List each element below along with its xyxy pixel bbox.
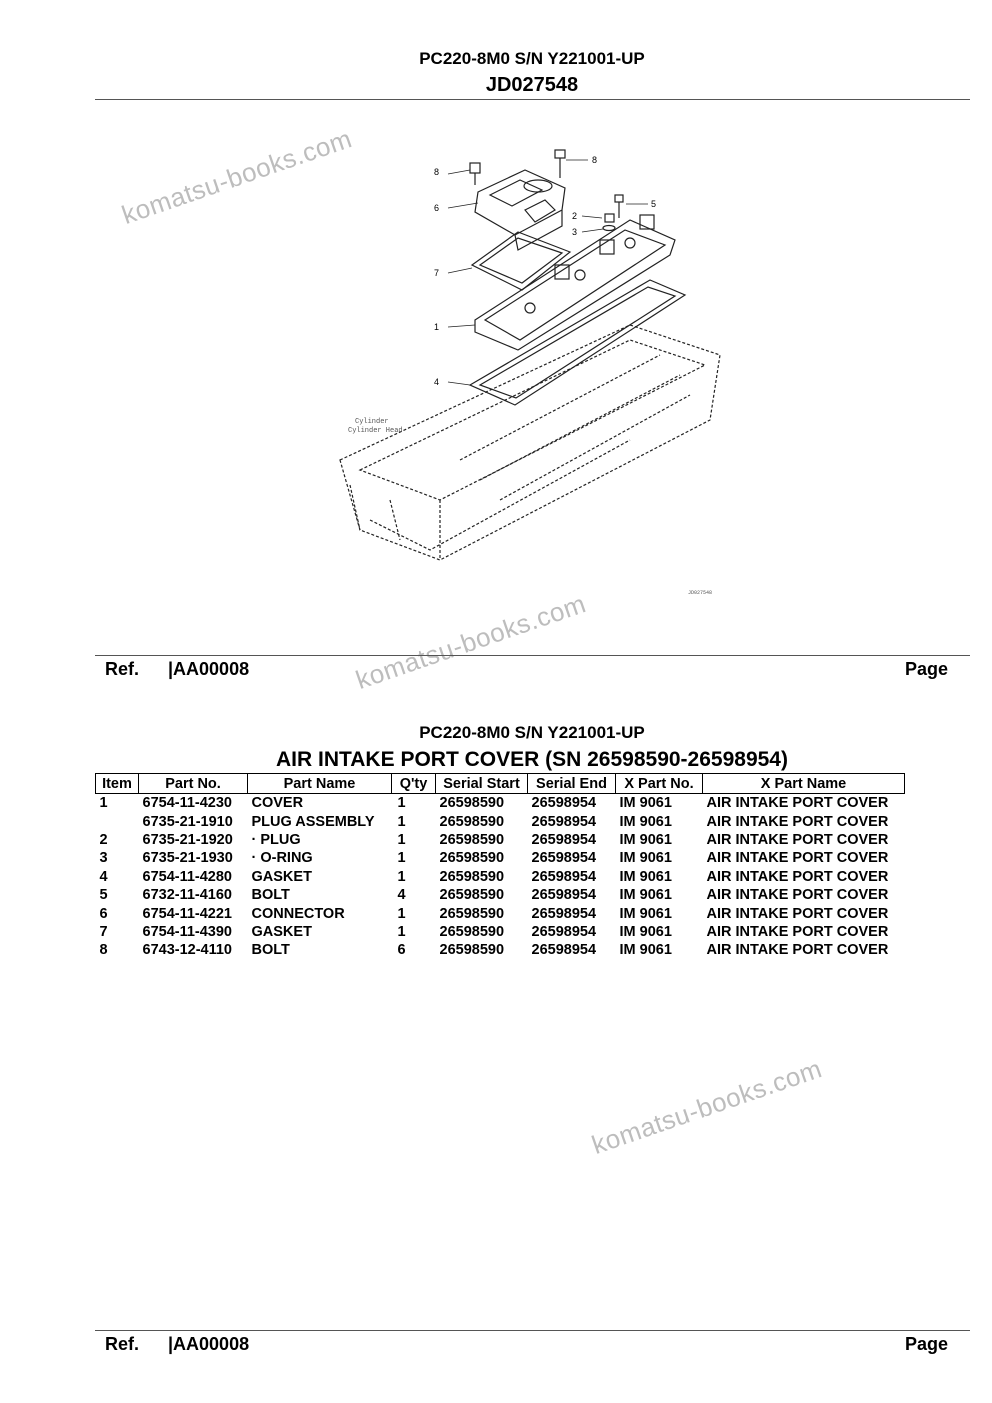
callout-8a: 8 [434, 167, 440, 177]
cell-item: 4 [99, 868, 108, 885]
table-header-row [96, 774, 905, 794]
page1-footer-rule [95, 655, 970, 656]
cell-x-part-no: IM 9061 [619, 942, 672, 959]
cell-serial-end: 26598954 [531, 887, 597, 904]
cell-x-part-name: AIR INTAKE PORT COVER [706, 831, 889, 848]
cell-item: 2 [99, 831, 108, 848]
page2-ref-value: |AA00008 [168, 1334, 250, 1354]
cell-qty: 4 [397, 887, 406, 904]
page2-model-title: PC220-8M0 S/N Y221001-UP [419, 723, 645, 742]
cell-x-part-name: AIR INTAKE PORT COVER [706, 942, 889, 959]
cell-qty: 1 [397, 868, 406, 885]
cell-item [96, 812, 139, 830]
cell-serial-end: 26598954 [531, 831, 597, 848]
cell-part-no: 6754-11-4390 [142, 923, 232, 940]
cell-part-name: GASKET [251, 868, 312, 885]
cell-x-part-name: AIR INTAKE PORT COVER [706, 850, 889, 867]
page1-drawing-code: JD027548 [485, 74, 579, 96]
cell-part-no: 6743-12-4110 [142, 942, 232, 959]
cell-qty: 6 [397, 942, 406, 959]
cell-part-no: 6754-11-4280 [142, 868, 232, 885]
cell-x-part-name: AIR INTAKE PORT COVER [706, 887, 889, 904]
callout-4: 4 [434, 377, 440, 387]
callout-3: 3 [572, 227, 578, 237]
cell-x-part-name: AIR INTAKE PORT COVER [706, 813, 889, 830]
table-row [96, 886, 905, 904]
head-label-line1: Cylinder [355, 418, 389, 426]
cell-serial-end: 26598954 [531, 795, 597, 812]
cell-part-name: · O-RING [251, 850, 313, 867]
cell-serial-end: 26598954 [531, 942, 597, 959]
table-row [96, 923, 905, 941]
callout-1: 1 [434, 322, 440, 332]
cell-part-name: BOLT [251, 887, 290, 904]
cell-qty: 1 [397, 923, 406, 940]
cell-part-no: 6754-11-4230 [142, 795, 232, 812]
cell-part-no: 6735-21-1920 [142, 831, 233, 848]
cell-serial-end: 26598954 [531, 923, 597, 940]
bolt-part-8 [470, 150, 565, 185]
cell-item: 5 [99, 887, 108, 904]
col-item: Item [96, 774, 139, 794]
cell-part-name: COVER [251, 795, 304, 812]
table-row [96, 849, 905, 867]
cell-serial-end: 26598954 [531, 905, 597, 922]
cell-serial-end: 26598954 [531, 868, 597, 885]
exploded-parts-diagram [330, 140, 730, 610]
cell-part-name: · PLUG [251, 831, 301, 848]
page1-page-label: Page [905, 659, 949, 679]
table-row [96, 868, 905, 886]
cell-x-part-name: AIR INTAKE PORT COVER [706, 923, 889, 940]
cell-x-part-name: AIR INTAKE PORT COVER [706, 905, 889, 922]
cell-qty: 1 [397, 850, 406, 867]
cell-item: 8 [99, 942, 108, 959]
parts-table [95, 773, 905, 960]
col-part-name: Part Name [248, 774, 392, 794]
head-label-line2: Cylinder Head [348, 427, 403, 435]
col-qty: Q'ty [392, 774, 436, 794]
callout-2: 2 [572, 211, 578, 221]
col-part-no: Part No. [139, 774, 248, 794]
watermark-1: komatsu-books.com [117, 123, 356, 231]
plug-part-2 [605, 214, 614, 222]
cell-item: 6 [99, 905, 108, 922]
o-ring-part-3 [603, 226, 615, 231]
cell-part-name: BOLT [251, 942, 290, 959]
callout-6: 6 [434, 203, 440, 213]
cell-serial-start: 26598590 [439, 831, 505, 848]
callout-8b: 8 [592, 155, 598, 165]
gasket-part-7 [472, 232, 570, 290]
col-serial-end: Serial End [528, 774, 616, 794]
page1-ref-value: |AA00008 [168, 659, 250, 679]
cell-serial-start: 26598590 [439, 905, 505, 922]
table-row [96, 794, 905, 813]
cell-item: 3 [99, 850, 108, 867]
drawing-image-code: JD027548 [688, 590, 713, 596]
cell-item: 7 [99, 923, 108, 940]
table-row [96, 812, 905, 830]
cell-item: 1 [99, 795, 108, 812]
page1-header-rule [95, 99, 970, 100]
bolt-part-5 [615, 195, 623, 218]
table-row [96, 904, 905, 922]
cell-qty: 1 [397, 905, 406, 922]
cell-qty: 1 [397, 831, 406, 848]
cell-serial-start: 26598590 [439, 923, 505, 940]
cell-x-part-no: IM 9061 [619, 795, 672, 812]
watermark-2: komatsu-books.com [351, 588, 590, 696]
page1-model-title: PC220-8M0 S/N Y221001-UP [419, 49, 645, 68]
callout-7: 7 [434, 268, 440, 278]
cell-x-part-no: IM 9061 [619, 887, 672, 904]
page2-page-label: Page [905, 1334, 949, 1354]
cell-x-part-no: IM 9061 [619, 923, 672, 940]
cell-x-part-name: AIR INTAKE PORT COVER [706, 795, 889, 812]
cell-serial-start: 26598590 [439, 942, 505, 959]
cell-qty: 1 [397, 813, 406, 830]
cell-x-part-no: IM 9061 [619, 813, 672, 830]
cell-x-part-no: IM 9061 [619, 831, 672, 848]
cell-serial-start: 26598590 [439, 813, 505, 830]
cylinder-head [340, 325, 720, 560]
col-x-part-name: X Part Name [703, 774, 905, 794]
cell-serial-start: 26598590 [439, 868, 505, 885]
cell-part-no: 6735-21-1930 [142, 850, 233, 867]
page1-ref-label: Ref. [105, 659, 140, 679]
cell-part-name: GASKET [251, 923, 312, 940]
cell-part-no: 6732-11-4160 [142, 887, 232, 904]
cell-serial-start: 26598590 [439, 850, 505, 867]
cell-x-part-no: IM 9061 [619, 905, 672, 922]
cell-x-part-name: AIR INTAKE PORT COVER [706, 868, 889, 885]
page2-section-title: AIR INTAKE PORT COVER (SN 26598590-26598954) [276, 748, 788, 771]
cell-part-no: 6735-21-1910 [142, 813, 233, 830]
cell-part-name: PLUG ASSEMBLY [251, 813, 375, 830]
cell-serial-end: 26598954 [531, 850, 597, 867]
cell-part-name: CONNECTOR [251, 905, 345, 922]
cell-x-part-no: IM 9061 [619, 850, 672, 867]
gasket-part-4 [470, 280, 685, 405]
page2-footer-rule [95, 1330, 970, 1331]
cell-serial-start: 26598590 [439, 887, 505, 904]
cell-qty: 1 [397, 795, 406, 812]
col-serial-start: Serial Start [436, 774, 528, 794]
table-row [96, 941, 905, 959]
connector-part-6 [475, 170, 565, 250]
table-row [96, 831, 905, 849]
cell-x-part-no: IM 9061 [619, 868, 672, 885]
watermark-3: komatsu-books.com [587, 1053, 826, 1161]
cell-serial-end: 26598954 [531, 813, 597, 830]
cell-serial-start: 26598590 [439, 795, 505, 812]
callout-5: 5 [651, 199, 657, 209]
page2-ref-label: Ref. [105, 1334, 140, 1354]
cell-part-no: 6754-11-4221 [142, 905, 232, 922]
col-x-part-no: X Part No. [616, 774, 703, 794]
